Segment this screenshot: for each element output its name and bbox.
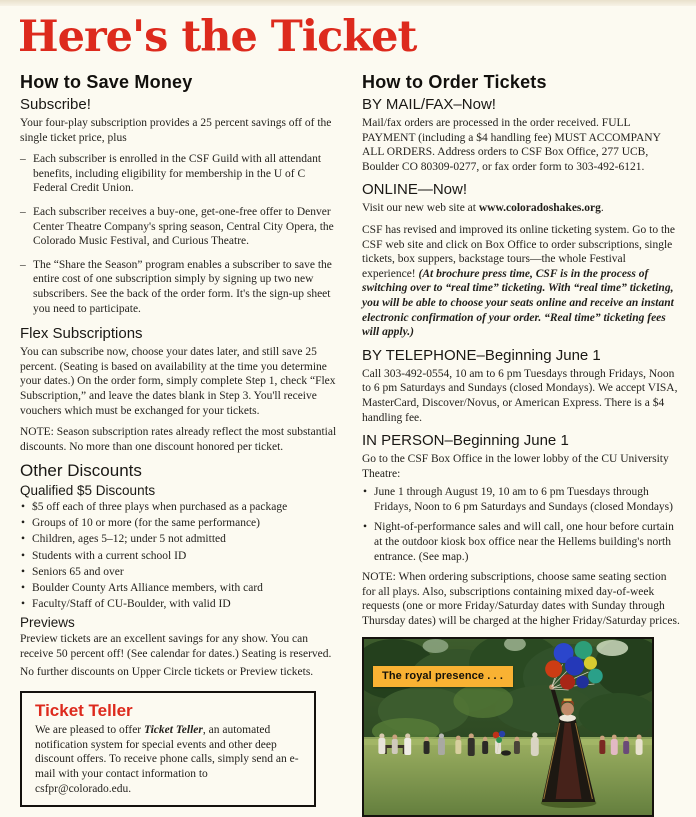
list-item: – Each subscriber is enrolled in the CSF Guild with all attendant benefits, including eligibility for membership in the U of C Federal Credit Union. (33, 152, 342, 196)
heading-how-to-order-tickets: How to Order Tickets (362, 72, 547, 92)
ticket-teller-heading: Ticket Teller (35, 701, 133, 721)
subhead-flex-subscriptions: Flex Subscriptions (20, 325, 143, 343)
list-item: • Night-of-performance sales and will call, one hour before curtain at the outdoor kiosk box office near the Hellems building's north entrance. (See map.) (374, 520, 680, 564)
list-item: • Seniors 65 and over (32, 565, 342, 580)
dog (501, 750, 511, 755)
subhead-online: ONLINE—Now! (362, 181, 468, 199)
list-item: – The “Share the Season” program enables a subscriber to save the entire cost of one subscription simply by signing up two new subscribers. See the back of the order form. It's the sign-up sheet you need to participate. (33, 258, 342, 316)
list-item: – Each subscriber receives a buy-one, get-one-free offer to Denver Center Theatre Company's spring season, Central City Opera, the Colorado Music Festival, and Curious Theatre. (33, 205, 342, 249)
heading-how-to-save-money: How to Save Money (20, 72, 193, 92)
page-title: Here's the Ticket (18, 12, 417, 62)
queen-ruff (559, 714, 576, 721)
paragraph-previews-body: Preview tickets are an excellent savings for any show. You can receive 50 percent off! (See calendar for dates.) Seating is reserved. (20, 633, 332, 661)
subhead-previews: Previews (20, 615, 75, 631)
page-top-edge (0, 0, 696, 6)
sky-gap (596, 640, 628, 656)
list-item: • June 1 through August 19, 10 am to 6 pm Tuesdays through Fridays, Noon to 6 pm Saturdays and Sundays (closed Mondays) (374, 485, 680, 514)
paragraph-online-visit: Visit our new web site at www.coloradoshakes.org. (362, 202, 604, 215)
in-person-list (362, 485, 680, 564)
paragraph-online-body: CSF has revised and improved its online ticketing system. Go to the CSF web site and click on Box Office to order subscriptions, single tickets, box suppers, backstage tours—the whole Festival experience! (At brochure press time, CSF is in the process of switching over to “real time” ticketing. With “real time” ticketing, you will be able to choose your seats online and receive an instant electronic confirmation of your order. “Real time” ticketing fees will apply.) (362, 223, 676, 339)
list-item: • Students with a current school ID (32, 549, 342, 564)
column-how-to-save-money (20, 72, 342, 807)
list-item: • Faculty/Staff of CU-Boulder, with valid ID (32, 597, 342, 612)
subhead-by-telephone: BY TELEPHONE–Beginning June 1 (362, 346, 601, 364)
list-item: • Children, ages 5–12; under 5 not admitted (32, 532, 342, 547)
list-item: • $5 off each of three plays when purchased as a package (32, 500, 342, 515)
ticket-teller-body: We are pleased to offer Ticket Teller, an automated notification system for special events and other deep discount offers. To receive phone calls, simply send an e-mail with your contact information to csfpr@colorado.edu. (35, 724, 299, 795)
subhead-other-discounts: Other Discounts (20, 461, 142, 481)
festival-photo (362, 637, 654, 817)
list-item: • Boulder County Arts Alliance members, with card (32, 581, 342, 596)
list-item: • Groups of 10 or more (for the same performance) (32, 516, 342, 531)
column-how-to-order-tickets (362, 72, 680, 817)
photo-caption: The royal presence . . . (373, 666, 513, 687)
paragraph-telephone-body: Call 303-492-0554, 10 am to 6 pm Tuesdays through Fridays, Noon to 6 pm Saturdays and Sundays (closed Mondays). We accept VISA, MasterCard, Discover/Novus, or American Express. There is a $4 handling fee. (362, 367, 678, 424)
paragraph-no-further-discounts: No further discounts on Upper Circle tickets or Preview tickets. (20, 665, 314, 678)
subscribe-benefits-list (20, 152, 342, 316)
crown (564, 698, 572, 700)
paragraph-flex-body: You can subscribe now, choose your dates later, and still save 25 percent. (Seating is based on availability at the time you determine your dates.) On the order form, simply complete Step 1, check “Flex Subscription,” and leave the dates blank in Step 3. You'll receive vouchers which must be exchanged for your tickets. (20, 346, 336, 417)
paragraph-in-person-intro: Go to the CSF Box Office in the lower lobby of the CU University Theatre: (362, 453, 669, 480)
qualified-discounts-list (20, 500, 342, 611)
subhead-subscribe: Subscribe! (20, 96, 91, 113)
paragraph-flex-note: NOTE: Season subscription rates already reflect the most substantial discounts. No more than one discount honored per ticket. (20, 426, 337, 453)
subhead-in-person: IN PERSON–Beginning June 1 (362, 432, 569, 450)
paragraph-mail-body: Mail/fax orders are processed in the order received. FULL PAYMENT (including a $4 handling fee) MUST ACCOMPANY ALL ORDERS. Address orders to CSF Box Office, 277 UCB, Boulder CO 80309-0277, or fax order form to 303-492-6121. (362, 117, 661, 173)
subhead-by-mail-fax: BY MAIL/FAX–Now! (362, 96, 496, 113)
paragraph-subscribe-intro: Your four-play subscription provides a 25 percent savings off of the single ticket price, plus (20, 117, 332, 144)
subhead-qualified-discounts: Qualified $5 Discounts (20, 483, 156, 499)
ticket-teller-box (20, 691, 316, 807)
paragraph-in-person-note: NOTE: When ordering subscriptions, choose same seating section for all plays. Also, subscriptions containing mixed day-of-week requests (one or more Friday/Saturday dates with Sunday through Thursday dates) will be charged at the higher Friday/Saturday prices. (362, 571, 680, 628)
